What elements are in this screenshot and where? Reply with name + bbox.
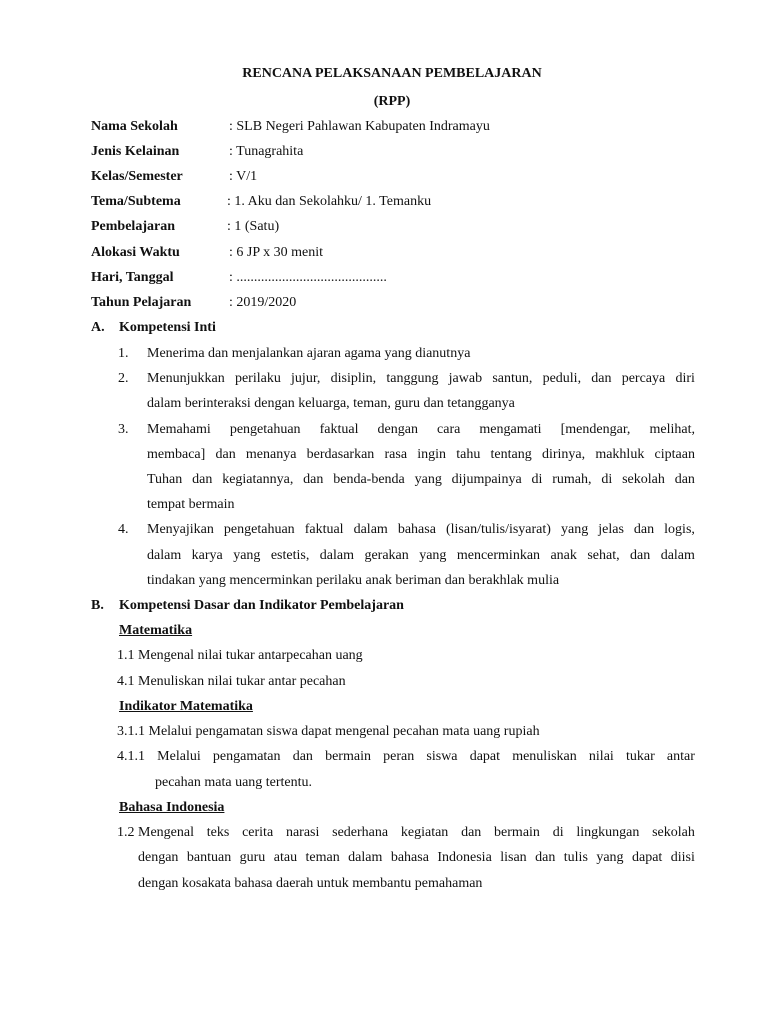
kd-number: 1.2 xyxy=(117,825,135,840)
meta-label: Tahun Pelajaran xyxy=(91,295,192,310)
meta-value: : SLB Negeri Pahlawan Kabupaten Indramayu xyxy=(229,119,490,134)
kd-item: 4.1 Menuliskan nilai tukar antar pecahan xyxy=(117,674,346,689)
list-item-text: dalam berinteraksi dengan keluarga, teman, guru dan tetangganya xyxy=(147,396,515,411)
subheading-bahasa-indonesia: Bahasa Indonesia xyxy=(119,800,225,815)
list-item-text: membaca] dan menanya berdasarkan rasa ingin tahu tentang dirinya, makhluk ciptaan xyxy=(147,447,695,462)
meta-label: Hari, Tanggal xyxy=(91,270,174,285)
list-item-text: tindakan yang mencerminkan perilaku anak beriman dan berakhlak mulia xyxy=(147,573,560,588)
list-item-text: Tuhan dan kegiatannya, dan benda-benda yang dijumpainya di rumah, di sekolah dan xyxy=(147,472,695,487)
list-item-text: dalam karya yang estetis, dalam gerakan yang mencerminkan anak sehat, dan dalam xyxy=(147,548,695,563)
list-item-text: Menyajikan pengetahuan faktual dalam bahasa (lisan/tulis/isyarat) yang jelas dan logis, xyxy=(147,522,695,537)
indikator-item: 3.1.1 Melalui pengamatan siswa dapat mengenal pecahan mata uang rupiah xyxy=(117,724,540,739)
meta-label: Alokasi Waktu xyxy=(91,245,180,260)
meta-label: Kelas/Semester xyxy=(91,169,183,184)
kd-item-text: Mengenal teks cerita narasi sederhana kegiatan dan bermain di lingkungan sekolah xyxy=(138,825,695,840)
meta-value: : 6 JP x 30 menit xyxy=(229,245,323,260)
meta-value: : Tunagrahita xyxy=(229,144,304,159)
subheading-indikator: Indikator Matematika xyxy=(119,699,253,714)
indikator-item: pecahan mata uang tertentu. xyxy=(155,775,313,790)
list-number: 1. xyxy=(118,346,129,361)
kd-item-text: dengan kosakata bahasa daerah untuk membantu pemahaman xyxy=(138,876,483,891)
meta-value: : ........................................... xyxy=(229,270,387,285)
list-number: 2. xyxy=(118,371,129,386)
document-subtitle: (RPP) xyxy=(373,94,411,109)
list-number: 3. xyxy=(118,422,129,437)
section-title: Kompetensi Dasar dan Indikator Pembelajaran xyxy=(119,598,404,613)
list-item-text: Menunjukkan perilaku jujur, disiplin, tanggung jawab santun, peduli, dan percaya diri xyxy=(147,371,695,386)
kd-item: 1.1 Mengenal nilai tukar antarpecahan uang xyxy=(117,648,363,663)
meta-value: : 1 (Satu) xyxy=(227,219,280,234)
list-item-text: Memahami pengetahuan faktual dengan cara mengamati [mendengar, melihat, xyxy=(147,422,695,437)
meta-value: : 1. Aku dan Sekolahku/ 1. Temanku xyxy=(227,194,432,209)
subheading-matematika: Matematika xyxy=(119,623,193,638)
meta-label: Tema/Subtema xyxy=(91,194,181,209)
indikator-item: 4.1.1 Melalui pengamatan dan bermain peran siswa dapat menuliskan nilai tukar antar xyxy=(117,749,695,764)
meta-value: : V/1 xyxy=(229,169,258,184)
list-number: 4. xyxy=(118,522,129,537)
section-letter: B. xyxy=(91,598,104,613)
document-title: RENCANA PELAKSANAAN PEMBELAJARAN xyxy=(242,66,542,81)
section-title: Kompetensi Inti xyxy=(119,320,216,335)
meta-label: Pembelajaran xyxy=(91,219,175,234)
list-item-text: tempat bermain xyxy=(147,497,235,512)
list-item-text: Menerima dan menjalankan ajaran agama yang dianutnya xyxy=(147,346,471,361)
meta-label: Jenis Kelainan xyxy=(91,144,180,159)
kd-item-text: dengan bantuan guru atau teman dalam bahasa Indonesia lisan dan tulis yang dapat diisi xyxy=(138,850,695,865)
meta-value: : 2019/2020 xyxy=(229,295,297,310)
section-letter: A. xyxy=(91,320,105,335)
meta-label: Nama Sekolah xyxy=(91,119,178,134)
